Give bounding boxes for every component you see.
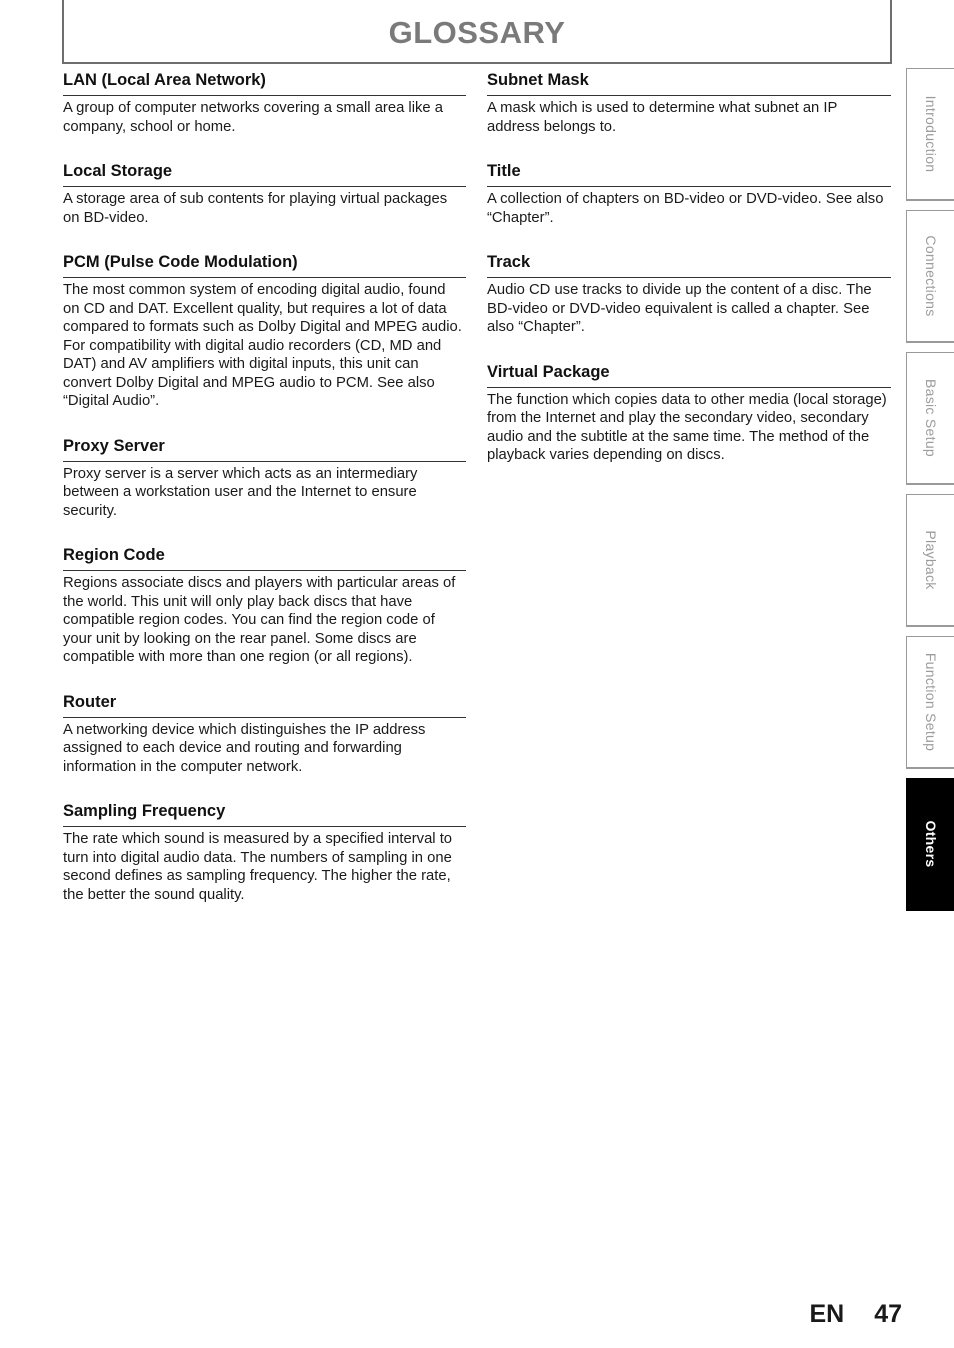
glossary-entry-track	[487, 250, 891, 337]
tab-basic-setup[interactable]	[906, 352, 954, 485]
glossary-term: Title	[487, 159, 891, 187]
page-number: 47	[874, 1300, 902, 1328]
glossary-left-column	[63, 68, 466, 927]
glossary-definition: The function which copies data to other media (local storage) from the Internet and play the secondary video, secondary audio and the subtitle at the same time. The method of the playback varies depending on discs.	[487, 391, 887, 463]
tab-others[interactable]	[906, 778, 954, 911]
glossary-entry-virtual-package	[487, 360, 891, 465]
glossary-term: PCM (Pulse Code Modulation)	[63, 250, 466, 278]
glossary-definition: A mask which is used to determine what subnet an IP address belongs to.	[487, 100, 838, 135]
glossary-term: Subnet Mask	[487, 68, 891, 96]
glossary-term: Virtual Package	[487, 360, 891, 388]
glossary-definition: A collection of chapters on BD-video or DVD-video. See also “Chapter”.	[487, 191, 884, 226]
glossary-entry-subnet-mask	[487, 68, 891, 136]
glossary-definition: The rate which sound is measured by a specified interval to turn into digital audio data. The numbers of sampling in one second defines as sampling frequency. The higher the rate, the better the sound quality.	[63, 831, 453, 903]
glossary-right-column	[487, 68, 891, 488]
glossary-entry-router	[63, 690, 466, 777]
glossary-entry-sampling-frequency	[63, 799, 466, 904]
page-footer	[809, 1297, 902, 1331]
glossary-entry-proxy-server	[63, 434, 466, 521]
glossary-definition: A networking device which distinguishes the IP address assigned to each device and routing and forwarding information in the computer network.	[63, 721, 426, 775]
tab-label: Introduction	[922, 95, 939, 173]
glossary-term: Proxy Server	[63, 434, 466, 462]
glossary-entry-region-code	[63, 543, 466, 667]
glossary-term: Region Code	[63, 543, 466, 571]
glossary-entry-lan	[63, 68, 466, 136]
glossary-definition: A group of computer networks covering a small area like a company, school or home.	[63, 100, 443, 135]
tab-function-setup[interactable]	[906, 636, 954, 769]
glossary-term: LAN (Local Area Network)	[63, 68, 466, 96]
glossary-entry-title	[487, 159, 891, 227]
glossary-definition: The most common system of encoding digital audio, found on CD and DAT. Excellent quality, but requires a lot of data compared to formats such as Dolby Digital and MPEG audio. For compatibility with digital audio recorders (CD, MD and DAT) and AV amplifiers with digital inputs, this unit can convert Dolby Digital and MPEG audio to PCM. See also “Digital Audio”.	[63, 282, 462, 409]
glossary-entry-pcm	[63, 250, 466, 411]
glossary-term: Local Storage	[63, 159, 466, 187]
glossary-definition: A storage area of sub contents for playing virtual packages on BD-video.	[63, 191, 448, 226]
glossary-definition: Proxy server is a server which acts as an intermediary between a workstation user and the Internet to ensure security.	[63, 465, 418, 519]
tab-connections[interactable]	[906, 210, 954, 343]
glossary-definition: Regions associate discs and players with particular areas of the world. This unit will only play back discs that have compatible region codes. You can find the region code of your unit by looking on the rear panel. Some discs are compatible with more than one region (or all regions).	[63, 575, 456, 665]
glossary-entry-local-storage	[63, 159, 466, 227]
tab-label: Function Setup	[922, 652, 939, 752]
language-code: EN	[809, 1300, 845, 1328]
tab-playback[interactable]	[906, 494, 954, 627]
tab-label: Playback	[922, 530, 939, 590]
tab-label: Connections	[922, 235, 939, 317]
glossary-term: Sampling Frequency	[63, 799, 466, 827]
glossary-term: Track	[487, 250, 891, 278]
tab-introduction[interactable]	[906, 68, 954, 201]
tab-label: Basic Setup	[922, 378, 939, 458]
page-title: GLOSSARY	[388, 15, 566, 50]
tab-label: Others	[922, 820, 939, 868]
glossary-term: Router	[63, 690, 466, 718]
page-header	[62, 0, 892, 64]
glossary-definition: Audio CD use tracks to divide up the content of a disc. The BD-video or DVD-video equivalent is called a chapter. See also “Chapter”.	[487, 282, 872, 335]
